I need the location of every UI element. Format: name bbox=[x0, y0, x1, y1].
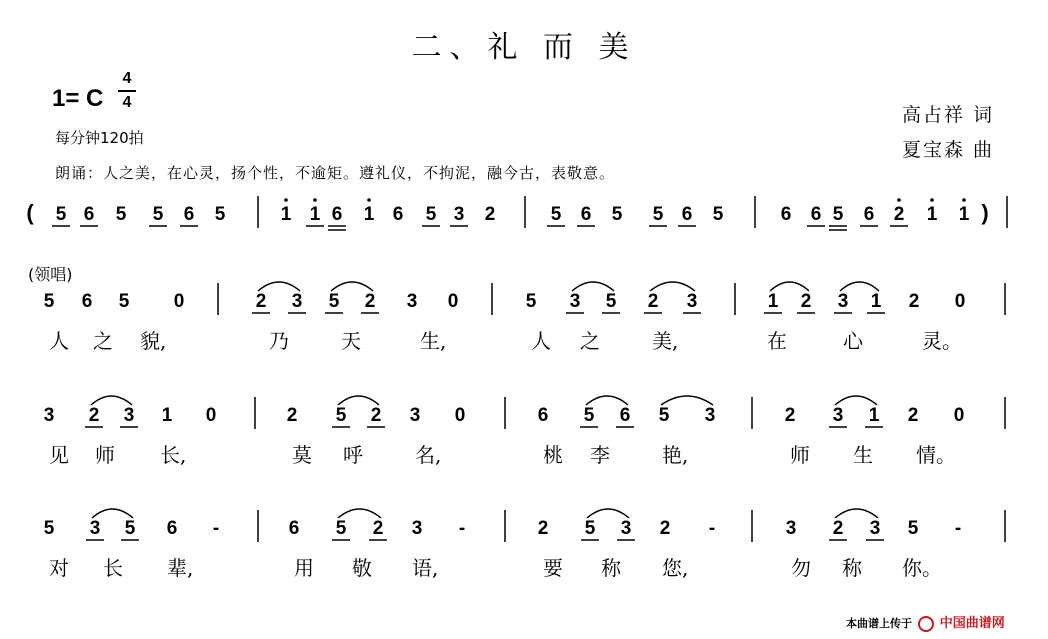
footer-brand: 中国曲谱网 bbox=[939, 616, 1005, 631]
note: 6 bbox=[619, 405, 631, 426]
lyric: 师 bbox=[95, 443, 115, 467]
note: 5 bbox=[605, 291, 617, 312]
meter-bottom: 4 bbox=[122, 94, 132, 111]
note: 3 bbox=[832, 405, 844, 426]
note: 0 bbox=[953, 405, 965, 426]
note: 3 bbox=[785, 518, 797, 539]
note: 3 bbox=[569, 291, 581, 312]
note: 2 bbox=[784, 405, 796, 426]
note: 1 bbox=[868, 405, 880, 426]
note: - bbox=[954, 518, 962, 539]
lyric: 称 bbox=[842, 556, 862, 580]
lyric: 师 bbox=[790, 443, 810, 467]
note: 0 bbox=[454, 405, 466, 426]
note: 2 bbox=[893, 204, 905, 225]
note: - bbox=[708, 518, 716, 539]
note: 6 bbox=[166, 518, 178, 539]
note: 5 bbox=[124, 518, 136, 539]
note: 2 bbox=[659, 518, 671, 539]
note: 3 bbox=[43, 405, 55, 426]
high-octave-dot bbox=[367, 198, 371, 202]
lyric: 敬 bbox=[352, 556, 372, 580]
song-title: 二、礼 而 美 bbox=[411, 30, 637, 65]
lyric: 灵。 bbox=[922, 329, 962, 353]
note: 2 bbox=[372, 518, 384, 539]
note: 6 bbox=[331, 204, 343, 225]
lyric: 人 bbox=[49, 329, 69, 353]
note: 1 bbox=[161, 405, 173, 426]
note: 3 bbox=[291, 291, 303, 312]
note: 2 bbox=[908, 291, 920, 312]
meter-top: 4 bbox=[122, 70, 132, 87]
lead-vocal-mark: (领唱) bbox=[28, 265, 73, 284]
lyric: 要 bbox=[543, 556, 563, 580]
slur bbox=[840, 282, 879, 291]
note: 6 bbox=[83, 204, 95, 225]
note: 5 bbox=[335, 405, 347, 426]
slur bbox=[587, 509, 629, 518]
note: 3 bbox=[869, 518, 881, 539]
slur bbox=[91, 396, 132, 405]
note: 0 bbox=[954, 291, 966, 312]
lyric: 用 bbox=[294, 556, 314, 580]
note: 5 bbox=[43, 518, 55, 539]
lyric: 呼 bbox=[343, 443, 363, 467]
slur bbox=[572, 282, 614, 291]
lyric: 美, bbox=[652, 329, 679, 353]
note: 2 bbox=[484, 204, 496, 225]
lyricist-credit: 高占祥 词 bbox=[902, 104, 995, 126]
note: 6 bbox=[863, 204, 875, 225]
high-octave-dot bbox=[313, 198, 317, 202]
note: 5 bbox=[43, 291, 55, 312]
lyric: 长 bbox=[103, 556, 123, 580]
lyric: 之 bbox=[580, 329, 600, 353]
slur bbox=[835, 396, 877, 405]
lyric: 语, bbox=[412, 556, 439, 580]
note: 5 bbox=[583, 405, 595, 426]
footer-prefix: 本曲谱上传于 bbox=[846, 617, 912, 630]
site-logo-icon bbox=[918, 616, 934, 632]
lyric: 你。 bbox=[902, 556, 942, 580]
note: 5 bbox=[328, 291, 340, 312]
slur bbox=[661, 396, 713, 405]
note: 3 bbox=[409, 405, 421, 426]
note: 2 bbox=[647, 291, 659, 312]
slur bbox=[338, 509, 381, 518]
note: 3 bbox=[411, 518, 423, 539]
note: 1 bbox=[309, 204, 321, 225]
note: 5 bbox=[907, 518, 919, 539]
note: 2 bbox=[537, 518, 549, 539]
note: 2 bbox=[88, 405, 100, 426]
note: 5 bbox=[118, 291, 130, 312]
bracket: ( bbox=[26, 200, 34, 225]
lyric: 称 bbox=[601, 556, 621, 580]
note: 1 bbox=[280, 204, 292, 225]
lyric: 对 bbox=[49, 556, 69, 580]
lyric: 名, bbox=[415, 443, 442, 467]
slur bbox=[770, 282, 809, 291]
note: 2 bbox=[832, 518, 844, 539]
note: 3 bbox=[704, 405, 716, 426]
lyric: 情。 bbox=[916, 443, 956, 467]
note: 1 bbox=[870, 291, 882, 312]
note: 3 bbox=[686, 291, 698, 312]
note: 6 bbox=[183, 204, 195, 225]
lyric: 心 bbox=[843, 329, 863, 353]
note: - bbox=[458, 518, 466, 539]
lyric: 李 bbox=[590, 443, 610, 467]
lyric: 艳, bbox=[662, 443, 689, 467]
note: 0 bbox=[447, 291, 459, 312]
lyric: 您, bbox=[662, 556, 689, 580]
note: 6 bbox=[681, 204, 693, 225]
high-octave-dot bbox=[962, 198, 966, 202]
note: 6 bbox=[81, 291, 93, 312]
note: 2 bbox=[286, 405, 298, 426]
lyric: 生, bbox=[420, 329, 447, 353]
note: 3 bbox=[406, 291, 418, 312]
slur bbox=[835, 509, 878, 518]
note: 0 bbox=[205, 405, 217, 426]
lyric: 莫 bbox=[292, 443, 312, 467]
note: 2 bbox=[800, 291, 812, 312]
note: 1 bbox=[767, 291, 779, 312]
note: 1 bbox=[363, 204, 375, 225]
note: 3 bbox=[123, 405, 135, 426]
note: 5 bbox=[55, 204, 67, 225]
note: 5 bbox=[658, 405, 670, 426]
composer-credit: 夏宝森 曲 bbox=[902, 139, 995, 161]
note: 3 bbox=[837, 291, 849, 312]
lyric: 见 bbox=[49, 443, 69, 467]
note: 2 bbox=[364, 291, 376, 312]
note: 5 bbox=[525, 291, 537, 312]
slur bbox=[338, 396, 379, 405]
lyric: 貌, bbox=[140, 329, 167, 353]
high-octave-dot bbox=[897, 198, 901, 202]
note: 3 bbox=[620, 518, 632, 539]
note: 5 bbox=[712, 204, 724, 225]
note: 2 bbox=[255, 291, 267, 312]
note: 5 bbox=[832, 204, 844, 225]
note: - bbox=[212, 518, 220, 539]
note: 3 bbox=[453, 204, 465, 225]
note: 5 bbox=[152, 204, 164, 225]
note: 6 bbox=[810, 204, 822, 225]
lyric: 天 bbox=[341, 329, 361, 353]
note: 6 bbox=[392, 204, 404, 225]
upload-footer bbox=[846, 612, 1005, 632]
slur bbox=[92, 509, 133, 518]
lyric: 辈, bbox=[167, 556, 194, 580]
key-signature: 1= C bbox=[52, 85, 104, 112]
note: 5 bbox=[214, 204, 226, 225]
lyric: 在 bbox=[767, 329, 787, 353]
high-octave-dot bbox=[930, 198, 934, 202]
bracket: ) bbox=[981, 200, 989, 225]
slur bbox=[586, 396, 628, 405]
note: 5 bbox=[115, 204, 127, 225]
lyric: 长, bbox=[160, 443, 187, 467]
note: 5 bbox=[611, 204, 623, 225]
note: 6 bbox=[537, 405, 549, 426]
lyric: 桃 bbox=[543, 443, 563, 467]
note: 1 bbox=[958, 204, 970, 225]
note: 5 bbox=[584, 518, 596, 539]
lyric: 生 bbox=[853, 443, 873, 467]
note: 0 bbox=[173, 291, 185, 312]
high-octave-dot bbox=[284, 198, 288, 202]
note: 5 bbox=[425, 204, 437, 225]
note: 5 bbox=[335, 518, 347, 539]
recitation-text: 朗诵：人之美，在心灵，扬个性，不逾矩。遵礼仪，不拘泥，融今古，表敬意。 bbox=[55, 164, 616, 182]
note: 5 bbox=[652, 204, 664, 225]
lyric: 之 bbox=[93, 329, 113, 353]
slur bbox=[650, 282, 695, 291]
note: 2 bbox=[907, 405, 919, 426]
note: 3 bbox=[89, 518, 101, 539]
note: 6 bbox=[780, 204, 792, 225]
slur bbox=[258, 282, 300, 291]
note: 6 bbox=[288, 518, 300, 539]
lyric: 人 bbox=[531, 329, 551, 353]
note: 6 bbox=[580, 204, 592, 225]
lyric: 乃 bbox=[269, 329, 289, 353]
lyric: 勿 bbox=[791, 556, 811, 580]
slur bbox=[331, 282, 373, 291]
tempo-marking: 每分钟120拍 bbox=[55, 129, 144, 147]
note: 5 bbox=[550, 204, 562, 225]
note: 1 bbox=[926, 204, 938, 225]
note: 2 bbox=[370, 405, 382, 426]
